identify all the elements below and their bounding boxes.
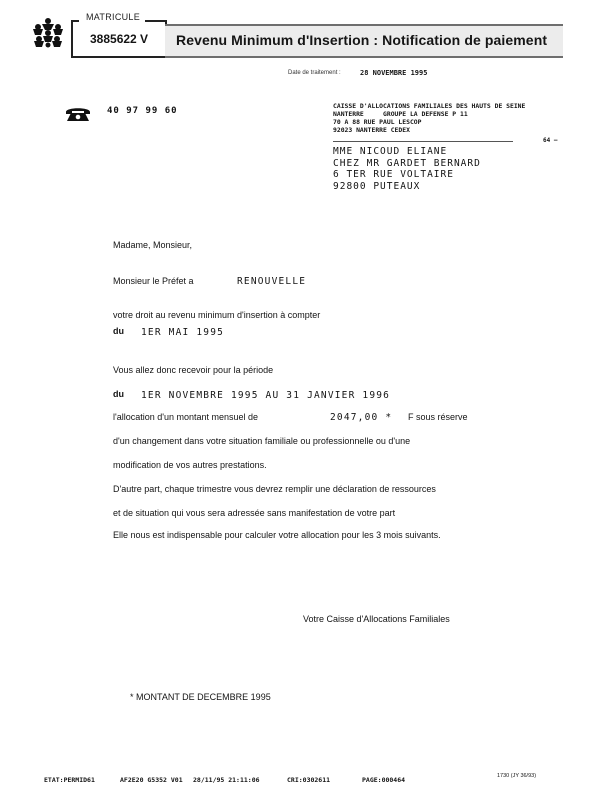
recipient-line: 92800 PUTEAUX (333, 180, 421, 192)
du-label-2: du (113, 389, 124, 399)
matricule-label: MATRICULE (86, 12, 141, 22)
montant-suffix: F sous réserve (408, 412, 468, 422)
periode-text: Vous allez donc recevoir pour la période (113, 365, 274, 375)
sender-code: 64 — (543, 137, 558, 144)
footer-timestamp: 28/11/95 21:11:06 (193, 776, 260, 784)
footer-form-code: 1730 (JY 36/93) (497, 773, 537, 779)
montant-value: 2047,00 * (330, 412, 393, 423)
sender-address (333, 102, 525, 134)
salutation: Madame, Monsieur, (113, 240, 193, 250)
matricule-box-border (71, 20, 79, 22)
footer-etat: ETAT:PERMID61 (44, 776, 95, 784)
recipient-line: 6 TER RUE VOLTAIRE (333, 169, 454, 180)
footer-cri: CRI:0302611 (287, 776, 331, 784)
footer-page: PAGE:000464 (362, 776, 406, 784)
prefet-action: RENOUVELLE (237, 276, 307, 287)
droit-text: votre droit au revenu minimum d'insertion à compter (113, 310, 321, 320)
recipient-line: CHEZ MR GARDET BERNARD (333, 157, 481, 169)
modification-text: modification de vos autres prestations. (113, 460, 267, 470)
trimestre-text: D'autre part, chaque trimestre vous devrez remplir une déclaration de ressources (113, 484, 436, 494)
sender-address-line: CAISSE D'ALLOCATIONS FAMILIALES DES HAUTS DE SEINE (333, 102, 526, 110)
recipient-address (333, 146, 481, 192)
date-value: 28 NOVEMBRE 1995 (360, 69, 428, 77)
phone-number: 40 97 99 60 (107, 106, 178, 116)
caf-logo-icon (32, 16, 64, 50)
telephone-icon (65, 106, 91, 122)
recipient-line: MME NICOUD ELIANE (333, 146, 448, 157)
montant-text: l'allocation d'un montant mensuel de (113, 412, 259, 422)
address-separator (333, 141, 513, 142)
indispensable-text: Elle nous est indispensable pour calculer votre allocation pour les 3 mois suivants. (113, 530, 441, 540)
du-label: du (113, 326, 124, 336)
situation-text: et de situation qui vous sera adressée sans manifestation de votre part (113, 508, 396, 518)
sender-address-line: NANTERRE GROUPE LA DEFENSE P 11 (333, 110, 468, 118)
document-title: Revenu Minimum d'Insertion : Notification de paiement (176, 32, 548, 48)
date-label: Date de traitement : (288, 70, 341, 76)
changement-text: d'un changement dans votre situation familiale ou professionnelle ou d'une (113, 436, 411, 446)
footer-ref: AF2E20 G5352 V01 (120, 776, 183, 784)
sender-address-line: 70 A 88 RUE PAUL LESCOP (333, 118, 422, 126)
start-date: 1ER MAI 1995 (141, 327, 225, 338)
prefet-text: Monsieur le Préfet a (113, 276, 194, 286)
sender-address-line: 92023 NANTERRE CEDEX (333, 126, 410, 134)
periode-value: 1ER NOVEMBRE 1995 AU 31 JANVIER 1996 (141, 390, 391, 401)
matricule-value: 3885622 V (90, 32, 149, 46)
matricule-box-border (145, 20, 165, 22)
signature: Votre Caisse d'Allocations Familiales (303, 614, 450, 624)
footnote: * MONTANT DE DECEMBRE 1995 (130, 692, 271, 702)
